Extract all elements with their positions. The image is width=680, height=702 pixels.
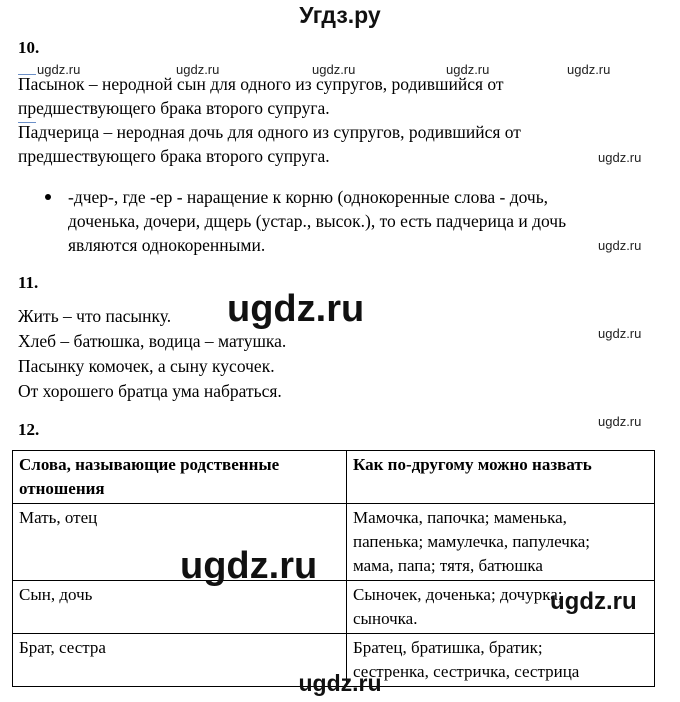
watermark-small: ugdz.ru	[446, 62, 490, 77]
table-header-other-names: Как по-другому можно назвать	[347, 451, 655, 504]
watermark-small: ugdz.ru	[176, 62, 220, 77]
watermark-small: ugdz.ru	[567, 62, 611, 77]
watermark-large: ugdz.ru	[180, 545, 318, 587]
task-10-line: Падчерица – неродная дочь для одного из супругов, родившийся от	[18, 122, 521, 142]
task-10-bullet-line: -дчер-, где -ер - наращение к корню (однокоренные слова - дочь,	[68, 187, 549, 207]
task-10-bullet-line: доченька, дочери, дщерь (устар., высок.), то есть падчерица и дочь	[68, 211, 567, 231]
watermark-small: ugdz.ru	[37, 62, 81, 77]
task-12-number: 12.	[18, 420, 40, 439]
task-11-line: Жить – что пасынку.	[18, 306, 172, 326]
watermark-small: ugdz.ru	[598, 414, 642, 429]
watermark-small: ugdz.ru	[598, 150, 642, 165]
task-11-line: Пасынку комочек, а сыну кусочек.	[18, 356, 275, 376]
table-cell-word: Сын, дочь	[13, 581, 347, 634]
table-cell-word: Мать, отец	[13, 504, 347, 581]
watermark-small: ugdz.ru	[598, 238, 642, 253]
watermark-small: ugdz.ru	[598, 326, 642, 341]
site-title: Угдз.ру	[299, 2, 381, 28]
task-10-bullet-line: являются однокоренными.	[68, 235, 266, 255]
kinship-table	[12, 450, 655, 687]
task-11-number: 11.	[18, 273, 39, 292]
watermark-medium: ugdz.ru	[550, 588, 637, 615]
footer-watermark: ugdz.ru	[298, 670, 382, 696]
task-10-line: предшествующего брака второго супруга.	[18, 146, 330, 166]
bullet-icon	[45, 194, 51, 200]
watermark-large: ugdz.ru	[227, 288, 365, 330]
task-10-line: предшествующего брака второго супруга.	[18, 98, 330, 118]
watermark-small: ugdz.ru	[312, 62, 356, 77]
table-header-row	[13, 451, 655, 504]
task-10-number: 10.	[18, 38, 40, 57]
table-cell-word: Брат, сестра	[13, 634, 347, 687]
task-11-line: Хлеб – батюшка, водица – матушка.	[18, 331, 287, 351]
table-cell-other: Сыночек, доченька; дочурка; сыночка.	[347, 581, 655, 634]
table-cell-other: Мамочка, папочка; маменька, папенька; мамулечка, папулечка; мама, папа; тятя, батюшка	[347, 504, 655, 581]
table-row	[13, 504, 655, 581]
table-cell-other: Братец, братишка, братик; сестренка, сестричка, сестрица	[347, 634, 655, 687]
task-10-line: Пасынок – неродной сын для одного из супругов, родившийся от	[18, 74, 504, 94]
task-11-line: От хорошего братца ума набраться.	[18, 381, 282, 401]
table-header-words: Слова, называющие родственные отношения	[13, 451, 347, 504]
